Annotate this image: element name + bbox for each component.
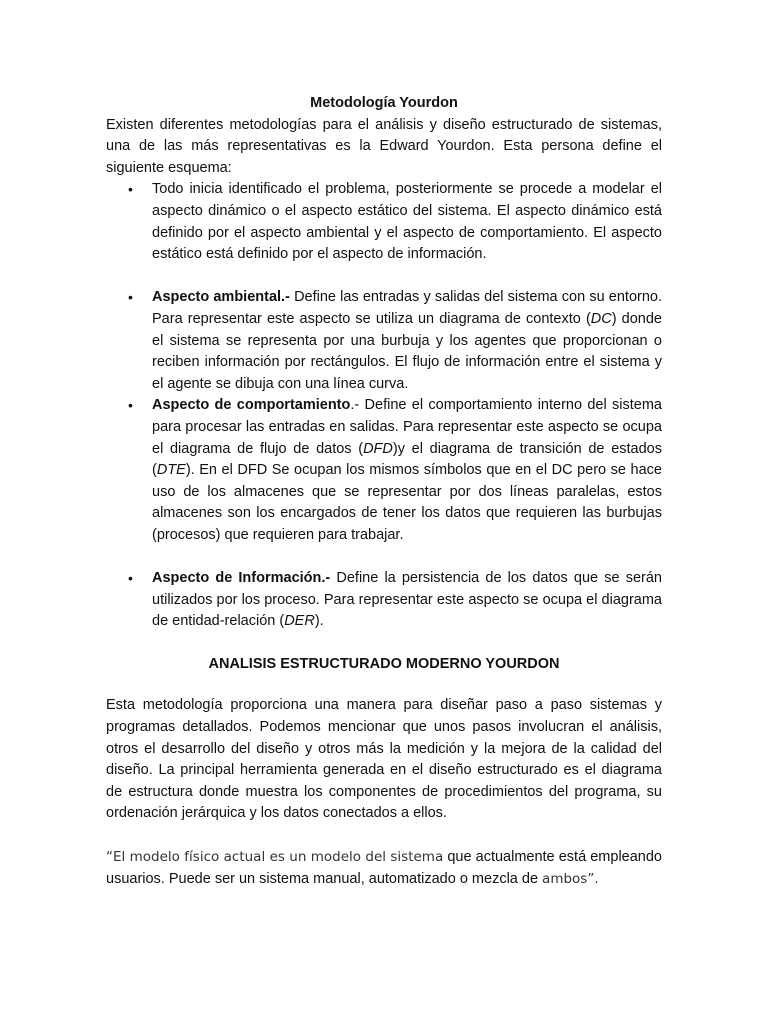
body-paragraph: Esta metodología proporciona una manera para diseñar paso a paso sistemas y programas detallados. Podemos mencionar que unos pasos involucran el análisis, otros el desarrollo del diseño y otros más la medición y la mejora de la calidad del diseño. La principal herramienta generada en el diseño estructurado es el diagrama de estructura donde muestra los componentes de procedimientos del programa, su ordenación jerárquica y los datos conectados a ellos. — [106, 697, 662, 822]
list-item — [106, 395, 662, 546]
intro-paragraph: Existen diferentes metodologías para el análisis y diseño estructurado de sistemas, una de las más representativas es la Edward Yourdon. Esta persona define el siguiente esquema: — [106, 116, 662, 176]
quote-text: que actualmente está empleando usuarios. Puede ser un sistema manual, automatizado o mezcla de — [106, 849, 662, 887]
list-item — [106, 179, 662, 265]
list-item — [106, 568, 662, 633]
quote-text: “El modelo físico actual es un modelo del sistema — [106, 849, 444, 865]
section-heading: ANALISIS ESTRUCTURADO MODERNO YOURDON — [208, 655, 560, 672]
quote-paragraph — [106, 847, 662, 890]
document-page — [106, 93, 662, 890]
bullet-text: )y el diagrama de transición de estados ( — [152, 440, 662, 479]
bullet-label: Aspecto de comportamiento — [152, 397, 351, 414]
bullet-text: .- Define el comportamiento interno del sistema para procesar las entradas en salidas. Para representar este aspecto se ocupa el diagrama de flujo de datos ( — [152, 397, 662, 457]
bullet-dot-icon: • — [128, 181, 133, 198]
bullet-label: Aspecto de Información.- — [152, 570, 331, 587]
bullet-text: ) donde el sistema se representa por una burbuja y los agentes que proporcionan o reciben información por rectángulos. El flujo de información entre el sistema y el agente se dibuja con una línea curva. — [152, 310, 662, 392]
bullet-text: ). — [314, 613, 324, 630]
list-item — [106, 287, 662, 395]
bullet-text: Define la persistencia de los datos que se serán utilizados por los proceso. Para representar este aspecto se ocupa el diagrama de entidad-relación ( — [152, 570, 662, 630]
document-title: Metodología Yourdon — [310, 95, 458, 111]
abbreviation: DER — [284, 613, 315, 630]
bullet-text: ). En el DFD Se ocupan los mismos símbolos que en el DC pero se hace uso de los almacenes que se representar por dos líneas paralelas, estos almacenes son los encargados de tener los datos que requieren las burbujas (procesos) que requieren para trabajar. — [152, 462, 662, 543]
bullet-dot-icon: • — [128, 397, 133, 414]
abbreviation: DTE — [156, 462, 186, 479]
abbreviation: DC — [590, 310, 612, 327]
bullet-dot-icon: • — [128, 289, 133, 306]
bullet-text: Define las entradas y salidas del sistema con su entorno. Para representar este aspecto se utiliza un diagrama de contexto ( — [152, 289, 662, 327]
bullet-text: Todo inicia identificado el problema, posteriormente se procede a modelar el aspecto dinámico o el aspecto estático del sistema. El aspecto dinámico está definido por el aspecto ambiental y el aspecto de comportamiento. El aspecto estático está definido por el aspecto de información. — [152, 181, 662, 263]
abbreviation: DFD — [363, 440, 393, 457]
bullet-dot-icon: • — [128, 570, 133, 587]
bullet-label: Aspecto ambiental.- — [152, 289, 290, 306]
bullet-list — [106, 179, 662, 632]
quote-text: ambos”. — [542, 870, 599, 887]
